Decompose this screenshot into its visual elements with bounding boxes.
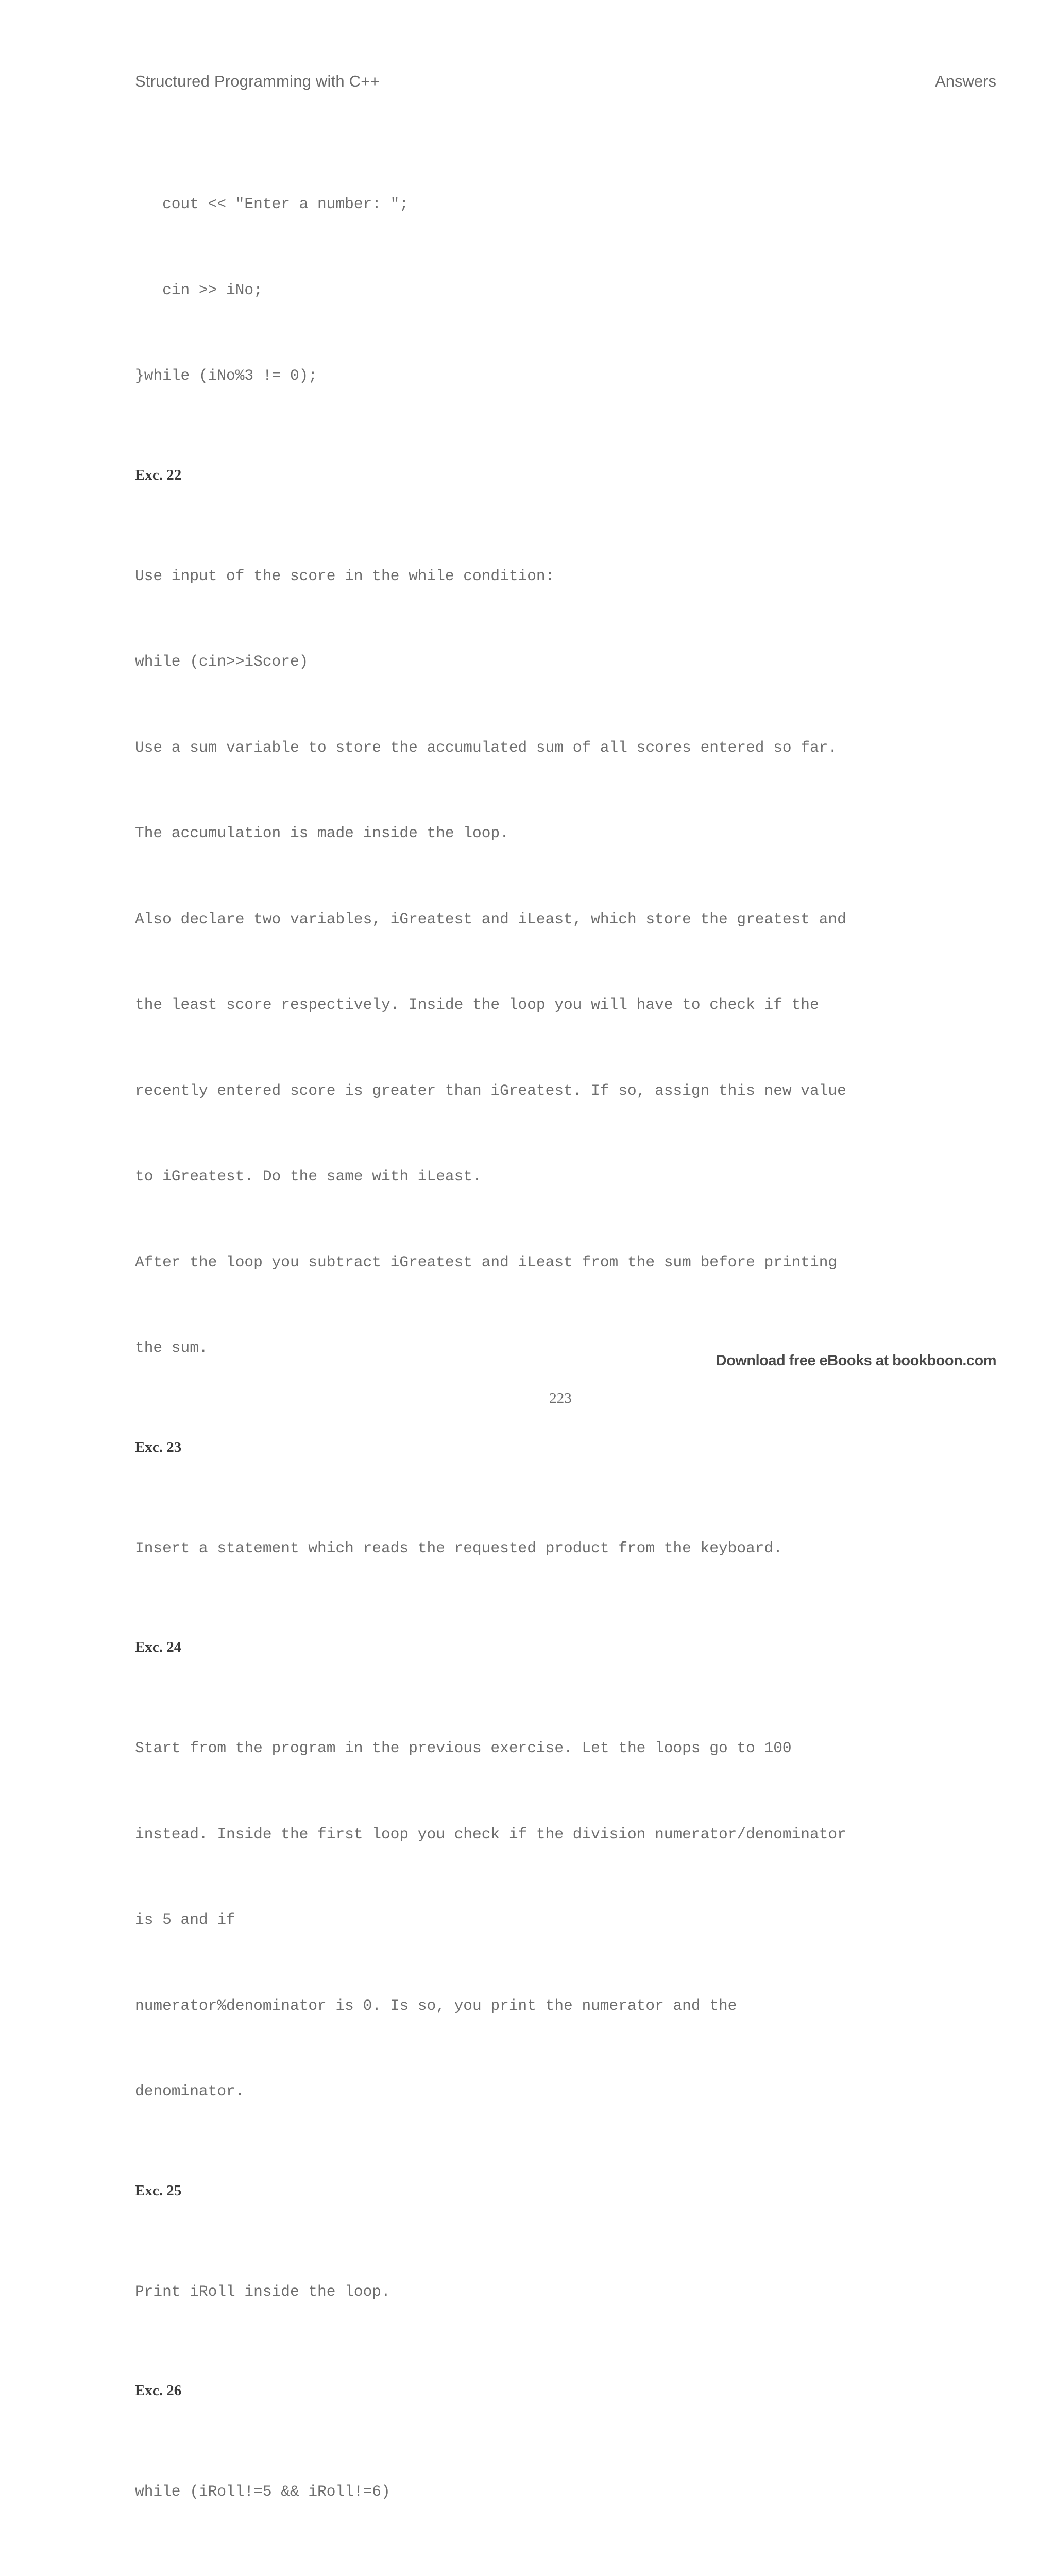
- code-line: }while (iNo%3 != 0);: [135, 367, 318, 384]
- page-number: 223: [549, 1390, 572, 1406]
- exercise-answer: [135, 2221, 998, 2364]
- answer-line: recently entered score is greater than iGreatest. If so, assign this new value: [135, 1081, 846, 1099]
- exercise-heading: Exc. 25: [135, 2182, 182, 2199]
- answer-line: Use input of the score in the while condition:: [135, 567, 555, 585]
- answer-line: is 5 and if: [135, 1911, 235, 1928]
- answer-line: The accumulation is made inside the loop.: [135, 824, 509, 842]
- answer-line: to iGreatest. Do the same with iLeast.: [135, 1167, 482, 1185]
- exercise-heading: Exc. 24: [135, 1639, 182, 1655]
- answer-line: while (iRoll!=5 && iRoll!=6): [135, 2483, 390, 2500]
- exercise-answer: [135, 2420, 998, 2564]
- exercise-answer: [135, 1477, 998, 1620]
- answer-line: while (cin>>iScore): [135, 653, 309, 670]
- answer-line: the least score respectively. Inside the loop you will have to check if the: [135, 996, 819, 1013]
- answer-line: Start from the program in the previous exercise. Let the loops go to 100: [135, 1739, 792, 1757]
- code-line: cout << "Enter a number: ";: [135, 195, 409, 213]
- download-banner-link[interactable]: Download free eBooks at bookboon.com: [716, 1352, 996, 1369]
- answer-line: instead. Inside the first loop you check if the division numerator/denominator: [135, 1825, 846, 1843]
- answer-line: Use a sum variable to store the accumulated sum of all scores entered so far.: [135, 738, 838, 756]
- code-line: cin >> iNo;: [135, 281, 263, 299]
- answer-line: Print iRoll inside the loop.: [135, 2282, 390, 2300]
- running-header-title: Structured Programming with C++: [135, 72, 380, 90]
- answer-line: Also declare two variables, iGreatest and iLeast, which store the greatest and: [135, 910, 846, 928]
- exercise-heading: Exc. 26: [135, 2382, 182, 2399]
- exercise-answer: [135, 1677, 998, 2163]
- code-snippet: [135, 133, 998, 448]
- answer-line: the sum.: [135, 1339, 208, 1357]
- answer-line: After the loop you subtract iGreatest and iLeast from the sum before printing: [135, 1253, 838, 1271]
- answer-line: Insert a statement which reads the requested product from the keyboard.: [135, 1539, 782, 1557]
- answer-line: denominator.: [135, 2082, 245, 2100]
- exercise-heading: Exc. 22: [135, 466, 182, 483]
- exercise-heading: Exc. 23: [135, 1438, 182, 1455]
- exercise-answer: [135, 505, 998, 1420]
- running-header-section: Answers: [935, 72, 996, 90]
- answer-line: numerator%denominator is 0. Is so, you print the numerator and the: [135, 1996, 737, 2014]
